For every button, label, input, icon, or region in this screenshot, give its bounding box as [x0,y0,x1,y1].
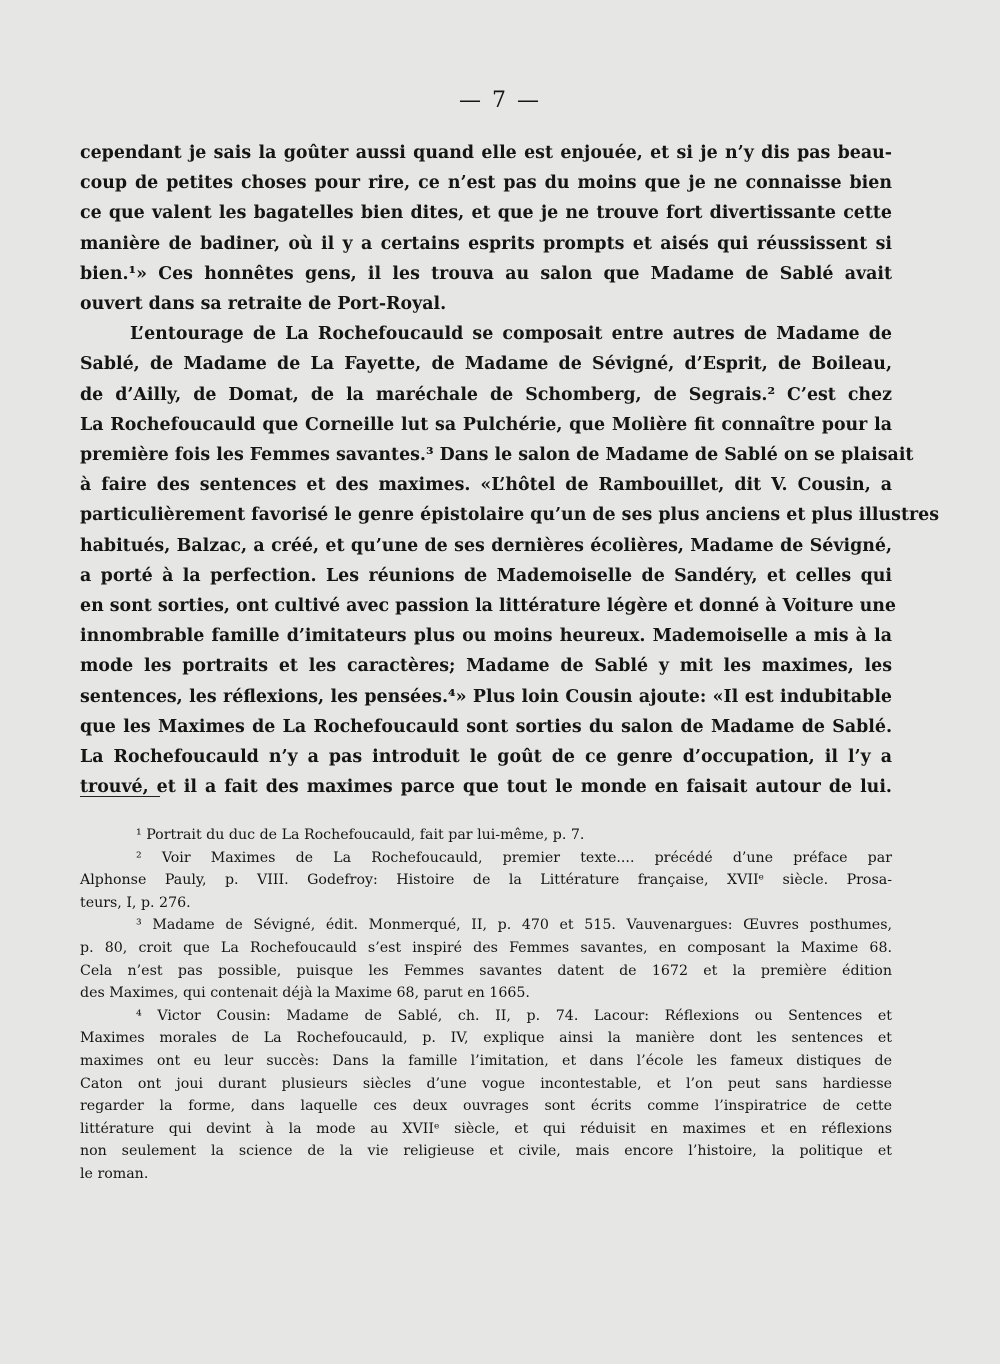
footnote-line: ⁴ Victor Cousin: Madame de Sablé, ch. II, p. 74. Lacour: Réflexions ou Sentences et [136,1007,892,1024]
page-number: — 7 — [459,88,541,113]
footnote-line: regarder la forme, dans laquelle ces deux ouvrages sont écrits comme l’inspiratrice de cette [80,1098,892,1115]
text-line: que les Maximes de La Rochefoucauld sont sorties du salon de Madame de Sablé. [80,716,892,737]
text-line: innombrable famille d’imitateurs plus ou moins heureux. Mademoiselle a mis à la [80,626,892,647]
text-line: trouvé, et il a fait des maximes parce que tout le monde en faisait autour de lui. [80,777,892,798]
text-line: coup de petites choses pour rire, ce n’est pas du moins que je ne connaisse bien [80,173,892,194]
text-line: Sablé, de Madame de La Fayette, de Madame de Sévigné, d’Esprit, de Boileau, [80,354,892,375]
text-line: habitués, Balzac, a créé, et qu’une de ses dernières écolières, Madame de Sévigné, [80,535,892,556]
footnote-line: maximes ont eu leur succès: Dans la famille l’imitation, et dans l’école les fameux distiques de [80,1052,892,1069]
footnote-line: Caton ont joui durant plusieurs siècles d’une vogue incontestable, et l’on peut sans hardiesse [80,1075,892,1092]
text-line: en sont sorties, ont cultivé avec passion la littérature légère et donné à Voiture une [80,596,896,617]
text-line: particulièrement favorisé le genre épistolaire qu’un de ses plus anciens et plus illustres [80,505,939,526]
footnote-line: ³ Madame de Sévigné, édit. Monmerqué, II, p. 470 et 515. Vauvenargues: Œuvres posthumes, [136,917,892,934]
footnote-line: Cela n’est pas possible, puisque les Femmes savantes datent de 1672 et la première édition [80,962,892,979]
text-line: bien.¹» Ces honnêtes gens, il les trouva au salon que Madame de Sablé avait [80,263,892,284]
text-line: La Rochefoucauld que Corneille lut sa Pulchérie, que Molière fit connaître pour la [80,414,892,435]
text-line: ouvert dans sa retraite de Port-Royal. [80,294,447,315]
text-line: de d’Ailly, de Domat, de la maréchale de Schomberg, de Segrais.² C’est chez [80,384,892,405]
text-line: L’entourage de La Rochefoucauld se composait entre autres de Madame de [130,324,892,345]
footnote-line: Alphonse Pauly, p. VIII. Godefroy: Histoire de la Littérature française, XVIIᵉ siècle. Prosa- [80,872,892,889]
main-text [80,138,939,802]
footnote-line: littérature qui devint à la mode au XVIIᵉ siècle, et qui réduisit en maximes et en réflexions [80,1120,892,1137]
footnote-separator [80,796,160,797]
text-line: manière de badiner, où il y a certains esprits prompts et aisés qui réussissent si [80,233,892,254]
text-line: à faire des sentences et des maximes. «L’hôtel de Rambouillet, dit V. Cousin, a [80,475,892,496]
footnote-line: le roman. [80,1165,149,1182]
footnote-line: ² Voir Maximes de La Rochefoucauld, premier texte.... précédé d’une préface par [136,849,892,866]
text-line: première fois les Femmes savantes.³ Dans le salon de Madame de Sablé on se plaisait [80,445,914,466]
text-line: sentences, les réflexions, les pensées.⁴» Plus loin Cousin ajoute: «Il est indubitable [80,686,892,707]
text-line: cependant je sais la goûter aussi quand elle est enjouée, et si je n’y dis pas beau- [80,143,892,163]
footnote-line: Maximes morales de La Rochefoucauld, p. IV, explique ainsi la manière dont les sentences et [80,1030,892,1047]
footnotes [80,824,892,1186]
footnote-line: non seulement la science de la vie religieuse et civile, mais encore l’histoire, la politique et [80,1143,892,1160]
text-line: ce que valent les bagatelles bien dites, et que je ne trouve fort divertissante cette [80,203,892,224]
footnote-line: ¹ Portrait du duc de La Rochefoucauld, fait par lui-même, p. 7. [136,827,585,843]
text-line: a porté à la perfection. Les réunions de Mademoiselle de Sandéry, et celles qui [80,565,892,586]
footnote-line: teurs, I, p. 276. [80,894,191,911]
footnote-line: des Maximes, qui contenait déjà la Maxime 68, parut en 1665. [80,985,530,1002]
text-line: mode les portraits et les caractères; Madame de Sablé y mit les maximes, les [80,656,892,677]
footnote-line: p. 80, croit que La Rochefoucauld s’est inspiré des Femmes savantes, en composant la Maxime 68. [80,939,892,956]
text-line: La Rochefoucauld n’y a pas introduit le goût de ce genre d’occupation, il l’y a [80,747,892,768]
